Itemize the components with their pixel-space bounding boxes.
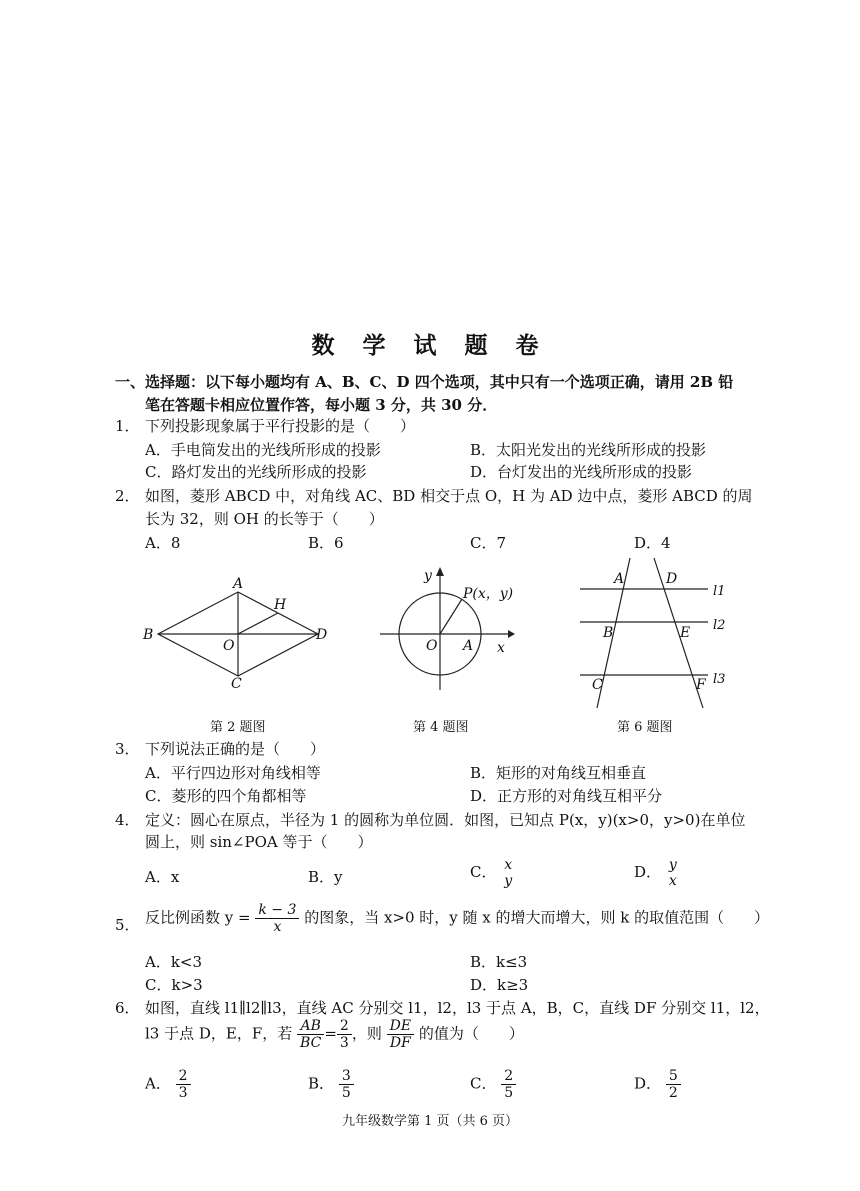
option-c: C．路灯发出的光线所形成的投影: [145, 463, 367, 481]
label-a: A: [463, 638, 474, 654]
option-b: B．y: [308, 868, 343, 886]
question-number: 1．: [115, 417, 140, 435]
label-l1: l1: [713, 584, 726, 599]
label-o: O: [426, 638, 438, 654]
option-a: A．平行四边形对角线相等: [145, 764, 321, 782]
option-a: A．x: [145, 868, 180, 886]
option-a: A． $\frac{2}{3}$: [145, 1068, 191, 1101]
question-number: 3．: [115, 740, 140, 758]
option-d: D．k≥3: [470, 976, 529, 994]
figure-caption: 第 4 题图: [413, 720, 469, 735]
option-c: C．7: [470, 534, 507, 552]
option-c: C．菱形的四个角都相等: [145, 787, 307, 805]
option-d: D．4: [634, 534, 671, 552]
option-c: C． $\frac{2}{5}$: [470, 1068, 516, 1101]
question-stem-line2: 长为 32，则 OH 的长等于（ ）: [145, 510, 384, 528]
question-number: 5．: [115, 916, 140, 934]
label-c: C: [231, 676, 242, 692]
question-stem: 下列投影现象属于平行投影的是（ ）: [145, 417, 416, 435]
section-heading-line2: 笔在答题卡相应位置作答，每小题 3 分，共 30 分．: [145, 396, 498, 414]
option-b: B．太阳光发出的光线所形成的投影: [470, 441, 707, 459]
question-stem-line2: l3 于点 D，E，F，若 $\frac{AB}{BC}$ = $\frac{2}{3}$ ，则 $\frac{DE}{DF}$ 的值为（ ）: [145, 1018, 524, 1052]
label-l3: l3: [713, 672, 726, 687]
label-a: A: [233, 576, 244, 592]
option-b: B．矩形的对角线互相垂直: [470, 764, 647, 782]
label-x: x: [497, 640, 505, 656]
question-stem-line2: 圆上，则 sin∠POA 等于（ ）: [145, 833, 373, 851]
question-stem-line1: 定义：圆心在原点，半径为 1 的圆称为单位圆．如图，已知点 P(x，y)(x>0，y>0)在单位: [145, 811, 746, 829]
question-stem: 反比例函数 y = $\frac{k - 3}{x}$ 的图象，当 x>0 时，y 随 x 的增大而增大，则 k 的取值范围（ ）: [145, 902, 770, 936]
label-a: A: [614, 571, 625, 587]
figure-parallel-lines: [580, 556, 730, 712]
question-number: 6．: [115, 999, 140, 1017]
label-o: O: [223, 638, 235, 654]
label-h: H: [274, 597, 287, 613]
option-d: D．正方形的对角线互相平分: [470, 787, 663, 805]
option-b: B．k≤3: [470, 953, 528, 971]
label-d: D: [316, 627, 328, 643]
figure-caption: 第 6 题图: [617, 720, 673, 735]
question-stem: 下列说法正确的是（ ）: [145, 740, 326, 758]
label-p: P(x，y): [463, 586, 514, 602]
question-number: 4．: [115, 811, 140, 829]
figure-rhombus: [140, 572, 335, 692]
option-d: D．台灯发出的光线所形成的投影: [470, 463, 693, 481]
section-heading-line1: 一、选择题：以下每小题均有 A、B、C、D 四个选项，其中只有一个选项正确，请用 2B 铅: [115, 373, 734, 391]
option-a: A．k<3: [145, 953, 203, 971]
page-footer: 九年级数学第 1 页（共 6 页）: [341, 1114, 519, 1129]
option-b: B． $\frac{3}{5}$: [308, 1068, 354, 1101]
option-c: C．k>3: [145, 976, 203, 994]
option-d: D． y x: [634, 857, 677, 890]
label-d: D: [666, 571, 678, 587]
label-e: E: [680, 625, 691, 641]
question-stem-line1: 如图，菱形 ABCD 中，对角线 AC、BD 相交于点 O，H 为 AD 边中点，菱形 ABCD 的周: [145, 487, 753, 505]
option-c: C． x y: [470, 857, 513, 890]
option-a: A．8: [145, 534, 181, 552]
label-c: C: [592, 677, 603, 693]
option-d: D． $\frac{5}{2}$: [634, 1068, 681, 1101]
label-f: F: [696, 677, 706, 693]
option-b: B．6: [308, 534, 344, 552]
label-l2: l2: [713, 618, 726, 633]
page-title: 数 学 试 题 卷: [311, 332, 549, 359]
label-b: B: [143, 627, 154, 643]
question-stem-line1: 如图，直线 l1∥l2∥l3，直线 AC 分别交 l1，l2，l3 于点 A，B，C，直线 DF 分别交 l1，l2，: [145, 999, 770, 1017]
figure-caption: 第 2 题图: [210, 720, 266, 735]
label-y: y: [424, 568, 432, 584]
option-a: A．手电筒发出的光线所形成的投影: [145, 441, 381, 459]
question-number: 2．: [115, 487, 140, 505]
figure-unit-circle: [378, 562, 518, 692]
label-b: B: [603, 625, 614, 641]
